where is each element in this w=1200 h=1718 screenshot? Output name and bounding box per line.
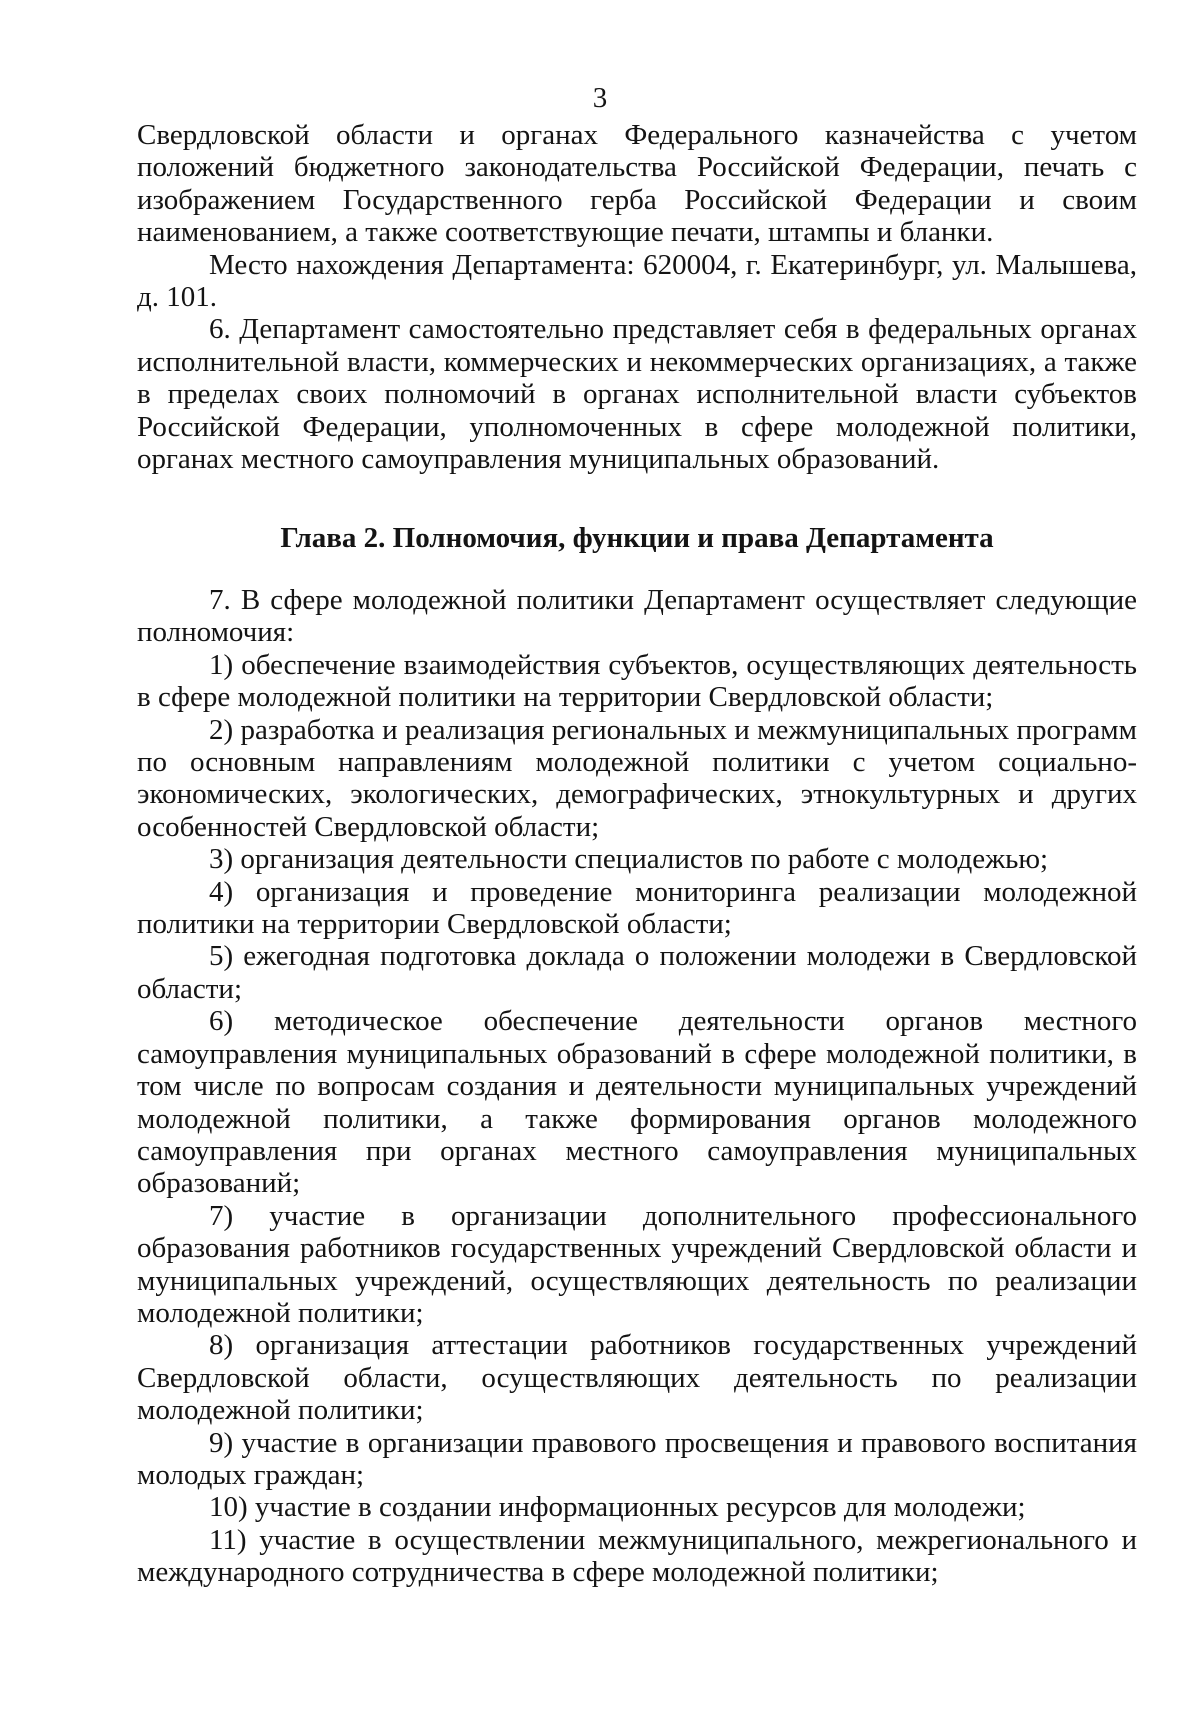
list-item-2: 2) разработка и реализация региональных и межмуниципальных программ по основным направлениям молодежной политики с учетом социально-экономических, экологических, демографических, этнокультурных и других особенностей Свердловской области; xyxy=(137,713,1137,843)
list-item-7: 7) участие в организации дополнительного профессионального образования работников государственных учреждений Свердловской области и муниципальных учреждений, осуществляющих деятельность по реализации молодежной политики; xyxy=(137,1199,1137,1329)
intro-section xyxy=(137,119,1137,475)
list-item-3: 3) организация деятельности специалистов по работе с молодежью; xyxy=(209,843,1049,876)
list-item-8: 8) организация аттестации работников государственных учреждений Свердловской области, осуществляющих деятельность по реализации молодежной политики; xyxy=(137,1329,1137,1427)
paragraph-item-6: 6. Департамент самостоятельно представляет себя в федеральных органах исполнительной власти, коммерческих и некоммерческих организациях, а также в пределах своих полномочий в органах исполнительной власти субъектов Российской Федерации, уполномоченных в сфере молодежной политики, органах местного самоуправления муниципальных образований. xyxy=(137,313,1137,476)
list-item-4: 4) организация и проведение мониторинга реализации молодежной политики на территории Свердловской области; xyxy=(137,875,1137,941)
chapter-heading: Глава 2. Полномочия, функции и права Департамента xyxy=(280,522,994,554)
paragraph-address: Место нахождения Департамента: 620004, г. Екатеринбург, ул. Малышева, д. 101. xyxy=(137,248,1137,314)
list-item-6: 6) методическое обеспечение деятельности органов местного самоуправления муниципальных образований в сфере молодежной политики, в том числе по вопросам создания и деятельности муниципальных учреждений молодежной политики, а также формирования органов молодежного самоуправления при органах местного самоуправления муниципальных образований; xyxy=(137,1005,1137,1200)
list-item-11: 11) участие в осуществлении межмуниципального, межрегионального и международного сотрудничества в сфере молодежной политики; xyxy=(137,1523,1137,1589)
page-number: 3 xyxy=(592,82,608,114)
list-item-1: 1) обеспечение взаимодействия субъектов, осуществляющих деятельность в сфере молодежной политики на территории Свердловской области; xyxy=(137,648,1137,714)
powers-section xyxy=(137,584,1137,1589)
list-item-9: 9) участие в организации правового просвещения и правового воспитания молодых граждан; xyxy=(137,1426,1137,1491)
paragraph-item-7: 7. В сфере молодежной политики Департамент осуществляет следующие полномочия: xyxy=(137,584,1137,649)
list-item-10: 10) участие в создании информационных ресурсов для молодежи; xyxy=(209,1491,1026,1524)
paragraph-continuation: Свердловской области и органах Федерального казначейства с учетом положений бюджетного законодательства Российской Федерации, печать с изображением Государственного герба Российской Федерации и своим наименованием, а также соответствующие печати, штампы и бланки. xyxy=(137,119,1137,249)
list-item-5: 5) ежегодная подготовка доклада о положении молодежи в Свердловской области; xyxy=(137,940,1137,1005)
